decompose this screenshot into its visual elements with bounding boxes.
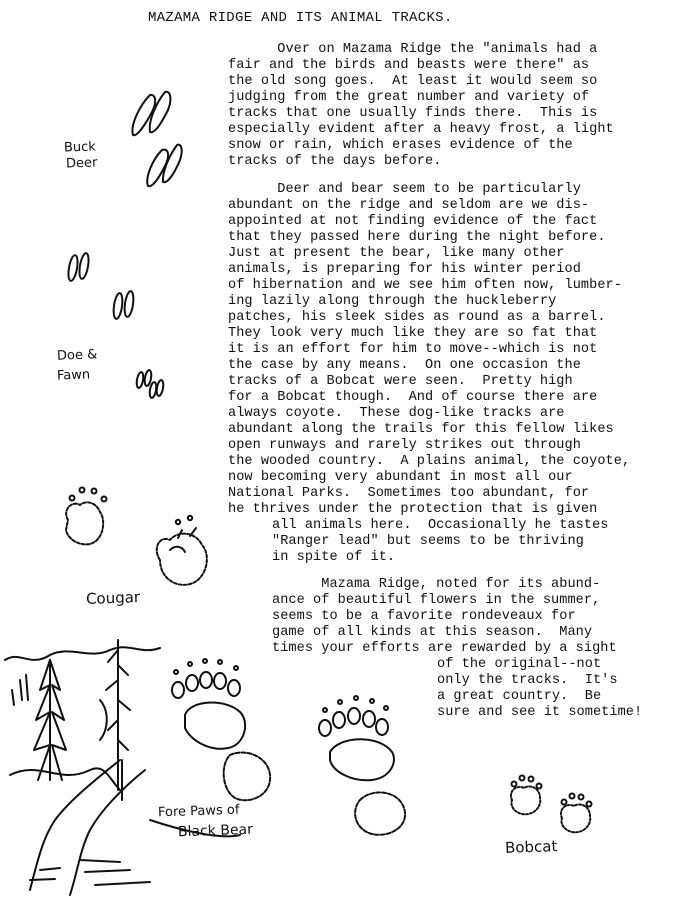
label-doe: Doe & [56,347,98,364]
text-line: snow or rain, which erases evidence of the [228,138,573,153]
page-title: MAZAMA RIDGE AND ITS ANIMAL TRACKS. [148,10,453,26]
label-bobcat: Bobcat [504,837,558,857]
text-line: always coyote. These dog-like tracks are [228,406,565,421]
label-cougar: Cougar [85,588,141,608]
text-line: the case by any means. On one occasion the [228,358,581,373]
text-line: the wooded country. A plains animal, the coyote, [228,454,631,469]
text-line: judging from the great number and variety of [228,90,590,105]
cougar-tracks-icon [66,488,207,585]
text-line: the old song goes. At least it would seem so [228,74,598,89]
label-deer: Deer [65,155,98,172]
text-line: a great country. Be [437,689,602,704]
text-line: Mazama Ridge, noted for its abund- [272,577,601,592]
text-line: especially evident after a heavy frost, a light [228,122,614,137]
text-line: in spite of it. [272,550,396,565]
text-line: Over on Mazama Ridge the "animals had a [228,42,598,57]
text-line: abundant on the ridge and seldom are we dis- [228,198,590,213]
buck-deer-tracks-icon [132,92,181,186]
text-line: sure and see it sometime! [437,705,643,720]
text-line: seems to be a favorite rondeveaux for [272,609,576,624]
label-bear-1: Fore Paws of [157,802,240,821]
black-bear-paws-icon [172,659,405,835]
text-line: tracks of the days before. [228,154,442,169]
text-line: times your efforts are rewarded by a sight [272,641,617,656]
text-line: They look very much like they are so fat that [228,326,598,341]
text-line: tracks of a Bobcat were seen. Pretty high [228,374,573,389]
text-line: animals, is preparing for his winter period [228,262,581,277]
text-line: tracks that one usually finds there. This is [228,106,598,121]
text-line: patches, his sleek sides as round as a barrel. [228,310,606,325]
landscape-sketch-icon [5,640,240,895]
text-line: of the original--not [437,657,602,672]
text-line: all animals here. Occasionally he tastes [272,518,609,533]
text-line: fair and the birds and beasts were there" as [228,58,590,73]
text-line: he thrives under the protection that is given [228,502,598,517]
text-line: game of all kinds at this season. Many [272,625,593,640]
label-buck: Buck [63,139,97,156]
text-line: National Parks. Sometimes too abundant, for [228,486,590,501]
text-line: for a Bobcat though. And of course there are [228,390,598,405]
text-line: now becoming very abundant in most all our [228,470,573,485]
text-line: that they passed here during the night before. [228,230,606,245]
text-line: ing lazily along through the huckleberry [228,294,557,309]
text-line: ance of beautiful flowers in the summer, [272,593,601,608]
bobcat-tracks-icon [511,776,592,833]
text-line: appointed at not finding evidence of the fact [228,214,598,229]
doe-fawn-tracks-icon [67,253,165,399]
text-line: abundant along the trails for this fellow likes [228,422,614,437]
text-line: Deer and bear seem to be particularly [228,182,581,197]
label-bear-2: Black Bear [177,821,254,841]
text-line: it is an effort for him to move--which is not [228,342,598,357]
text-line: only the tracks. It's [437,673,618,688]
label-fawn: Fawn [56,367,91,384]
text-line: "Ranger lead" but seems to be thriving [272,534,584,549]
text-line: Just at present the bear, like many other [228,246,565,261]
text-line: open runways and rarely strikes out through [228,438,581,453]
text-line: of hibernation and we see him often now, lumber- [228,278,622,293]
